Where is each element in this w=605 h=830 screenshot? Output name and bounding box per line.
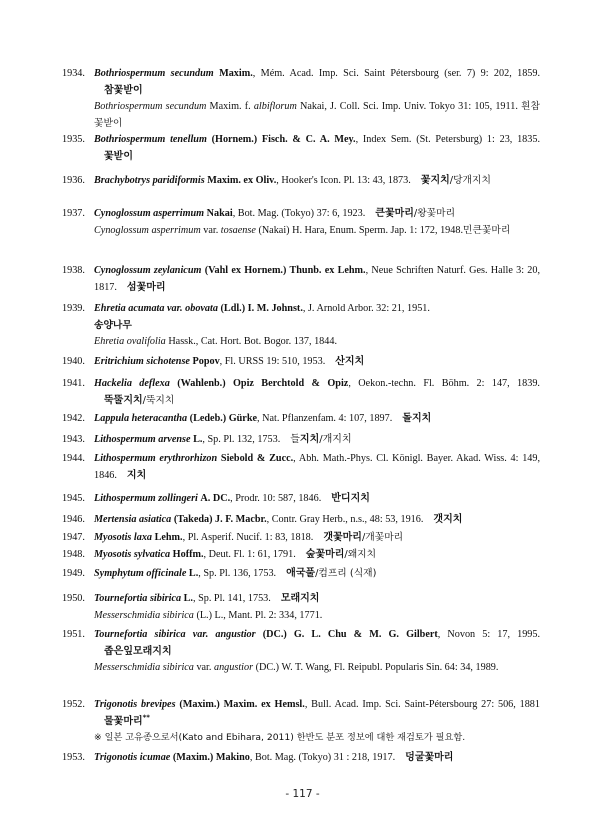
reference: , Novon 5: 17, 1995. [437, 629, 541, 640]
entry-main-line [94, 206, 540, 223]
entry-number: 1952. [62, 699, 85, 710]
korean-name: 꽃지치/당개지치 [420, 175, 491, 186]
entry-main-line [94, 173, 540, 190]
scientific-name: Lithospermum zollingeri [94, 493, 198, 504]
species-entry [62, 66, 540, 132]
korean-name-prefix: 들 [290, 434, 300, 445]
korean-alt-name: /당개지치 [449, 175, 491, 186]
footnote: ※ 일본 고유종으로서(Kato and Ebihara, 2011) 한반도 분포 정보에 대한 재검토가 필요함. [94, 732, 466, 743]
reference: , Pl. Asperif. Nucif. 1: 83, 1818. [182, 532, 314, 543]
korean-name: 갯꽃마리/개꽃마리 [323, 532, 404, 543]
reference: , Fl. URSS 19: 510, 1953. [219, 356, 326, 367]
entry-number: 1936. [62, 175, 85, 186]
entry-number: 1942. [62, 413, 85, 424]
entry-number: 1938. [62, 265, 85, 276]
entry-number: 1944. [62, 453, 85, 464]
korean-name: 모래지치 [280, 593, 320, 604]
entry-number: 1950. [62, 593, 85, 604]
species-entry [62, 263, 540, 296]
entry-main-line [94, 591, 540, 608]
entry-main-line [94, 132, 540, 165]
author-name: A. DC. [200, 493, 231, 504]
synonym-reference: (Nakai) H. Hara, Enum. Sperm. Jap. 1: 172, 1948. [255, 224, 463, 236]
author-name: (Ledeb.) Gürke [189, 413, 258, 424]
page-number: - 117 - [285, 788, 320, 800]
korean-name [290, 434, 351, 445]
entry-main-line [94, 376, 540, 409]
author-name: Maxim. [219, 68, 253, 79]
species-entry [62, 530, 540, 547]
author-name: Maxim. ex Oliv. [207, 175, 277, 186]
korean-alt-name: /개꽃마리 [361, 532, 404, 543]
scientific-name: Myosotis laxa [94, 532, 153, 543]
species-entry [62, 750, 540, 767]
species-entry [62, 301, 540, 351]
species-entry [62, 491, 540, 508]
species-entry [62, 591, 540, 624]
entry-main-line [94, 547, 540, 564]
author-name: Popov [192, 356, 220, 367]
entry-main-line [94, 301, 540, 318]
korean-name: 섬꽃마리 [126, 281, 166, 293]
reference: , Index Sem. (St. Petersburg) 1: 23, 1835. [355, 134, 541, 145]
author-name: L. [188, 568, 199, 579]
reference: , Abh. Math.-Phys. Cl. Königl. Bayer. Akad. Wiss. 4: 149, 1846. [94, 453, 541, 481]
entry-number: 1935. [62, 134, 85, 145]
reference: , Contr. Gray Herb., n.s., 48: 53, 1916. [266, 514, 424, 525]
scientific-name: Bothriospermum tenellum [94, 134, 207, 145]
species-entry [62, 354, 540, 371]
entry-number: 1943. [62, 434, 85, 445]
author-name: L. [183, 593, 193, 604]
entry-main-line [94, 512, 540, 529]
entry-main-line [94, 66, 540, 99]
reference: , Nat. Pflanzenfam. 4: 107, 1897. [257, 413, 393, 424]
species-entry [62, 132, 540, 165]
synonym-reference: (L.) L., Mant. Pl. 2: 334, 1771. [193, 609, 323, 621]
entry-number: 1946. [62, 514, 85, 525]
entry-main-line [94, 750, 540, 767]
reference: , Bull. Acad. Imp. Sci. Saint-Pétersbourg 27: 506, 1881 [304, 699, 540, 710]
synonym-line [94, 334, 540, 351]
scientific-name: Ehretia acumata var. obovata [94, 303, 218, 314]
korean-name-bold: 지치 [299, 434, 320, 445]
korean-name: 돌지치 [402, 413, 432, 424]
scientific-name: Tournefortia sibirica var. angustior [94, 629, 256, 640]
author-name: Hoffm. [172, 549, 204, 560]
reference: , Bot. Mag. (Tokyo) 31 : 218, 1917. [249, 752, 396, 763]
entry-main-line [94, 354, 540, 371]
synonym-epithet: angustior [213, 662, 254, 673]
synonym-line [94, 99, 540, 132]
scientific-name: Myosotis sylvatica [94, 549, 171, 560]
entry-main-line [94, 451, 540, 484]
author-name: (Hornem.) Fisch. & C. A. Mey. [211, 134, 356, 145]
reference: , Sp. Pl. 141, 1753. [192, 593, 271, 604]
species-entry [62, 547, 540, 564]
scientific-name: Tournefortia sibirica [94, 593, 182, 604]
author-name: (DC.) G. L. Chu & M. G. Gilbert [262, 629, 438, 640]
scientific-name: Hackelia deflexa [94, 378, 170, 389]
entry-main-line [94, 627, 540, 660]
reference: , Sp. Pl. 136, 1753. [198, 568, 277, 579]
entry-main-line [94, 530, 540, 547]
korean-name: 물꽃마리** [104, 713, 150, 727]
synonym-rank: var. [193, 662, 214, 673]
synonym-line [94, 223, 540, 240]
entry-main-line [94, 411, 540, 428]
author-name: (Maxim.) Makino [172, 752, 250, 763]
entry-number: 1937. [62, 208, 85, 219]
synonym-korean-name: 민큰꽃마리 [463, 224, 511, 236]
synonym-reference: (DC.) W. T. Wang, Fl. Reipubl. Popularis Sin. 64: 34, 1989. [253, 662, 499, 673]
synonym-epithet: tosaense [220, 224, 256, 236]
synonym-line [94, 660, 540, 677]
entry-number: 1951. [62, 629, 85, 640]
entry-number: 1939. [62, 303, 85, 314]
species-entry [62, 697, 540, 747]
korean-name: 지치 [126, 469, 147, 481]
scientific-name: Lithospermum erythrorhizon [94, 453, 218, 464]
reference: , Deut. Fl. 1: 61, 1791. [203, 549, 296, 560]
synonym-name: Messerschmidia sibirica [94, 609, 194, 621]
species-entry [62, 432, 540, 449]
synonym-name: Ehretia ovalifolia [94, 336, 166, 347]
synonym-rank: Maxim. f. [206, 101, 254, 112]
reference: , Oekon.-techn. Fl. Böhm. 2: 147, 1839. [348, 378, 540, 389]
species-entry [62, 627, 540, 677]
scientific-name: Lithospermum arvense [94, 434, 191, 445]
entry-main-line [94, 566, 540, 583]
author-name: L. [193, 434, 203, 445]
entry-number: 1948. [62, 549, 85, 560]
korean-alt-name: /뚝지치 [142, 394, 175, 406]
species-entry [62, 206, 540, 239]
species-entry [62, 411, 540, 428]
author-name: (Wahlenb.) Opiz Berchtold & Opiz [177, 378, 349, 389]
korean-name: 산지치 [335, 356, 365, 367]
author-name: Lehm. [154, 532, 183, 543]
korean-name: 덩굴꽃마리 [405, 752, 454, 763]
entry-main-line [94, 697, 540, 730]
scientific-name: Trigonotis brevipes [94, 699, 176, 710]
reference: , J. Arnold Arbor. 32: 21, 1951. [302, 303, 430, 314]
scientific-name: Lappula heteracantha [94, 413, 188, 424]
entry-main-line [94, 263, 540, 296]
author-name: (Maxim.) Maxim. ex Hemsl. [179, 699, 305, 710]
synonym-name: Cynoglossum asperrimum [94, 224, 201, 236]
reference: , Bot. Mag. (Tokyo) 37: 6, 1923. [232, 208, 366, 219]
species-entry [62, 512, 540, 529]
entry-number: 1940. [62, 356, 85, 367]
entry-number: 1947. [62, 532, 85, 543]
reference: , Mém. Acad. Imp. Sci. Saint Pétersbourg (ser. 7) 9: 202, 1859. [252, 68, 541, 79]
species-entry [62, 566, 540, 583]
korean-name: 송양나무 [94, 319, 132, 331]
author-name: (Vahl ex Hornem.) Thunb. ex Lehm. [204, 265, 366, 276]
species-entry [62, 376, 540, 409]
korean-alt-name: /컴프리 (식재) [315, 568, 377, 579]
korean-name: 큰꽃마리/왕꽃마리 [375, 208, 456, 219]
synonym-name: Bothriospermum secundum [94, 101, 207, 112]
scientific-name: Trigonotis icumae [94, 752, 171, 763]
scientific-name: Bothriospermum secundum [94, 68, 214, 79]
species-entry [62, 173, 540, 190]
synonym-reference: Nakai, J. Coll. Sci. Imp. Univ. Tokyo 31: 105, 1911. [296, 101, 522, 112]
korean-name: 숲꽃마리/왜지치 [305, 549, 377, 560]
synonym-rank: var. [200, 224, 221, 236]
synonym-reference: Hassk., Cat. Hort. Bot. Bogor. 137, 1844. [165, 336, 337, 347]
korean-name: 꽃받이 [104, 150, 133, 162]
species-entry [62, 451, 540, 484]
reference: , Sp. Pl. 132, 1753. [202, 434, 281, 445]
korean-name: 뚝뚤지치/뚝지치 [104, 394, 175, 406]
reference: , Prodr. 10: 587, 1846. [230, 493, 322, 504]
korean-name: 반디지치 [331, 493, 370, 504]
reference: , Hooker's Icon. Pl. 13: 43, 1873. [276, 175, 411, 186]
synonym-korean-name: 흰참꽃받이 [94, 101, 540, 129]
korean-name: 좁은잎모래지치 [104, 645, 172, 657]
author-name: Nakai [206, 208, 233, 219]
korean-name: 참꽃받이 [104, 84, 143, 96]
author-name: Siebold & Zucc. [220, 453, 294, 464]
scientific-name: Eritrichium sichotense [94, 356, 190, 367]
scientific-name: Symphytum officinale [94, 568, 187, 579]
korean-alt-name: /개지치 [319, 434, 352, 445]
synonym-name: Messerschmidia sibirica [94, 662, 194, 673]
author-name: (Takeda) J. F. Macbr. [173, 514, 267, 525]
scientific-name: Mertensia asiatica [94, 514, 172, 525]
author-name: (Ldl.) I. M. Johnst. [220, 303, 303, 314]
entry-number: 1953. [62, 752, 85, 763]
korean-name: 애국풀/컴프리 (식재) [286, 568, 377, 579]
entry-number: 1934. [62, 68, 85, 79]
scientific-name: Brachybotrys paridiformis [94, 175, 205, 186]
entry-main-line [94, 432, 540, 449]
entry-number: 1941. [62, 378, 85, 389]
entry-number: 1945. [62, 493, 85, 504]
entry-number: 1949. [62, 568, 85, 579]
synonym-line [94, 608, 540, 625]
entry-main-line [94, 491, 540, 508]
korean-alt-name: /왕꽃마리 [413, 208, 456, 219]
korean-alt-name: /왜지치 [344, 549, 377, 560]
footnote-marker: ** [142, 713, 150, 722]
scientific-name: Cynoglossum zeylanicum [94, 265, 202, 276]
korean-name: 갯지치 [433, 514, 463, 525]
reference: , Neue Schriften Naturf. Ges. Halle 3: 20, 1817. [94, 265, 541, 293]
synonym-epithet: albiflorum [253, 101, 297, 112]
scientific-name: Cynoglossum asperrimum [94, 208, 205, 219]
